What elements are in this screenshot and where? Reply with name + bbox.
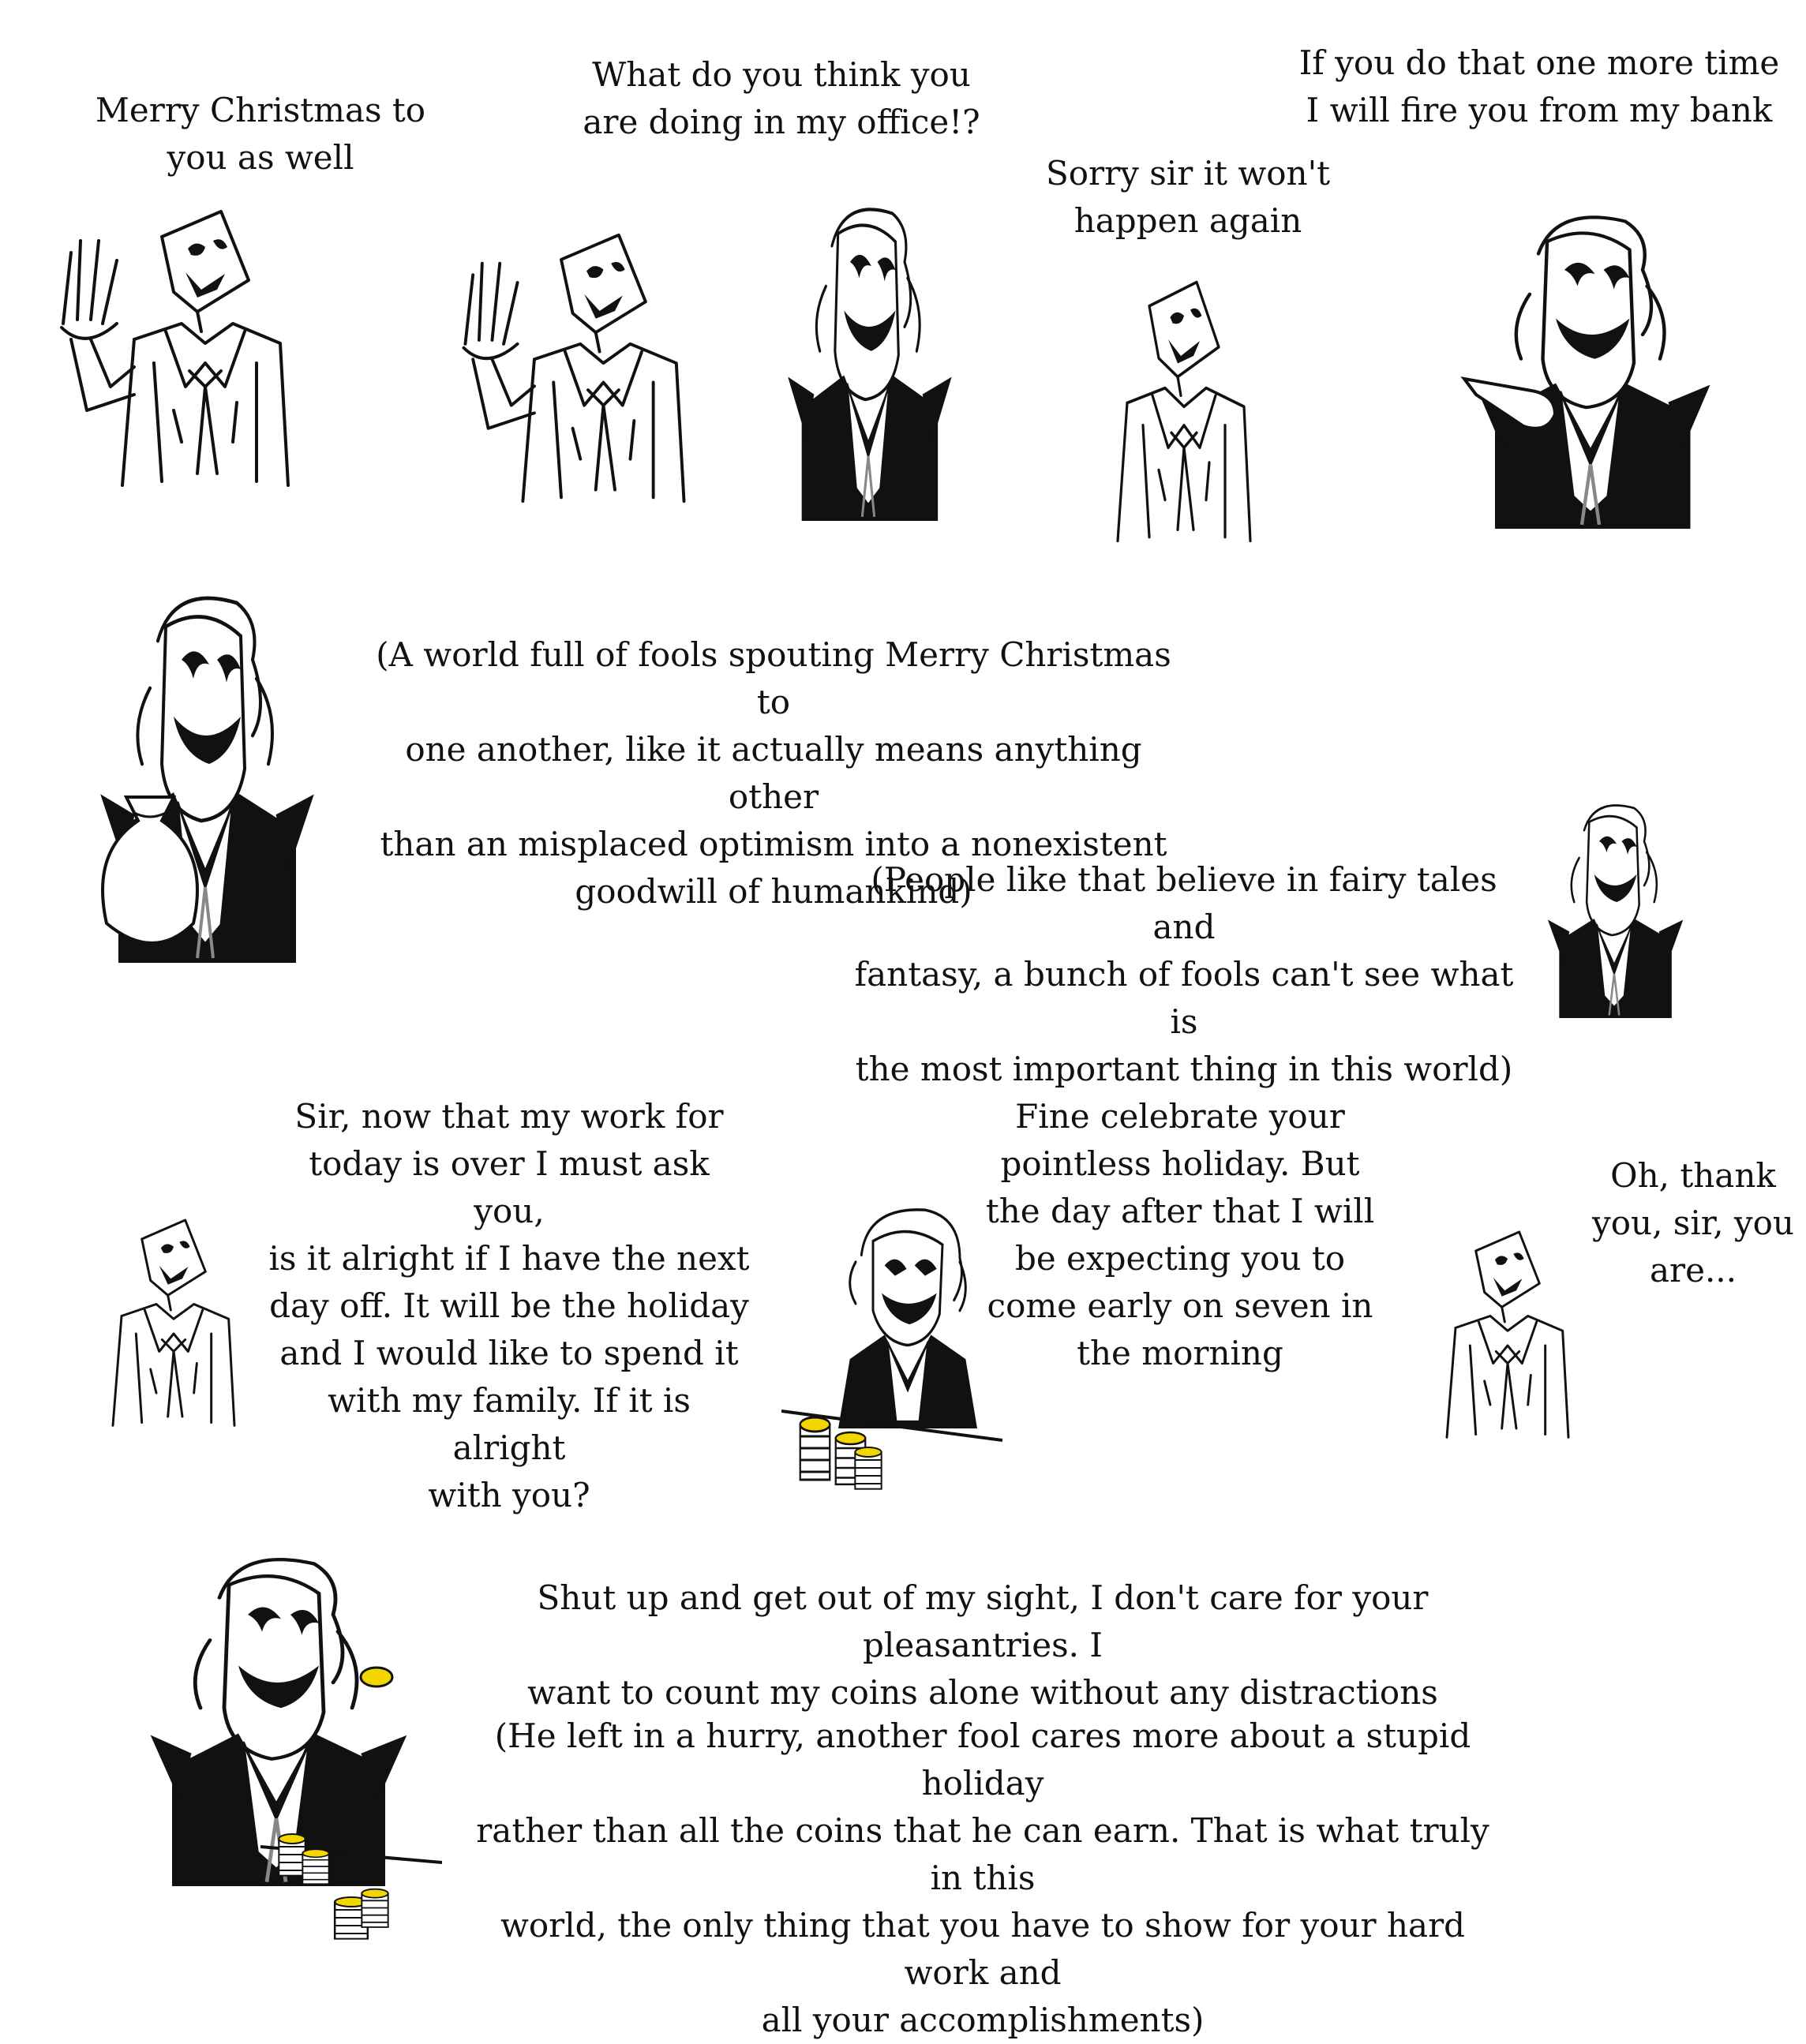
clerk-waving-figure [55, 205, 324, 489]
moneybag-icon [87, 789, 213, 971]
caption-left-in-hurry: (He left in a hurry, another fool cares more about a stupid holiday rather than all the coins that he can earn. That is what truly in this world, the only thing that you have to show for your hard work and all your accomplishments) [476, 1716, 1489, 2039]
clerk-apologizing-figure [1089, 276, 1279, 545]
caption-what-doing: What do you think you are doing in my office!? [583, 55, 980, 141]
clerk-waving-figure-2 [454, 229, 722, 505]
coin-stack-icon-3 [852, 1444, 884, 1492]
caption-world-of-fools: (A world full of fools spouting Merry Christmas to one another, like it actually means anything other than an misplaced optimism into a nonexistent goodwill of humankind) [376, 635, 1171, 911]
clerk-asking-figure [87, 1215, 260, 1428]
caption-fairy-tales: (People like that believe in fairy tales and fantasy, a bunch of fools can't see what is the most important thing in this world) [854, 860, 1514, 1088]
boss-angry-figure [777, 197, 959, 521]
coin-stack-icon-5 [300, 1847, 332, 1886]
clerk-thanking-figure [1421, 1227, 1594, 1440]
held-coin-icon [359, 1665, 395, 1689]
boss-at-desk-figure [821, 1200, 995, 1428]
caption-sorry-sir: Sorry sir it won't happen again [1045, 154, 1331, 240]
pointing-hand-icon [1460, 363, 1563, 434]
caption-day-off-request: Sir, now that my work for today is over I must ask you, is it alright if I have the next day off. It will be the holiday and I would like to spend it with my family. If it is alright with you? [268, 1097, 750, 1514]
coin-stack-icon [797, 1413, 833, 1484]
caption-merry-christmas: Merry Christmas to you as well [95, 91, 426, 177]
caption-fire-you: If you do that one more time I will fire you from my bank [1298, 43, 1780, 129]
caption-fine-celebrate: Fine celebrate your pointless holiday. But the day after that I will be expecting you to come early on seven in the morning [985, 1097, 1375, 1372]
caption-shut-up: Shut up and get out of my sight, I don't care for your pleasantries. I want to count my coins alone without any distractions [527, 1578, 1438, 1712]
boss-leaning-figure [1539, 797, 1689, 1018]
coin-stack-icon-7 [359, 1886, 391, 1930]
caption-thank-you: Oh, thank you, sir, you are... [1592, 1156, 1794, 1290]
